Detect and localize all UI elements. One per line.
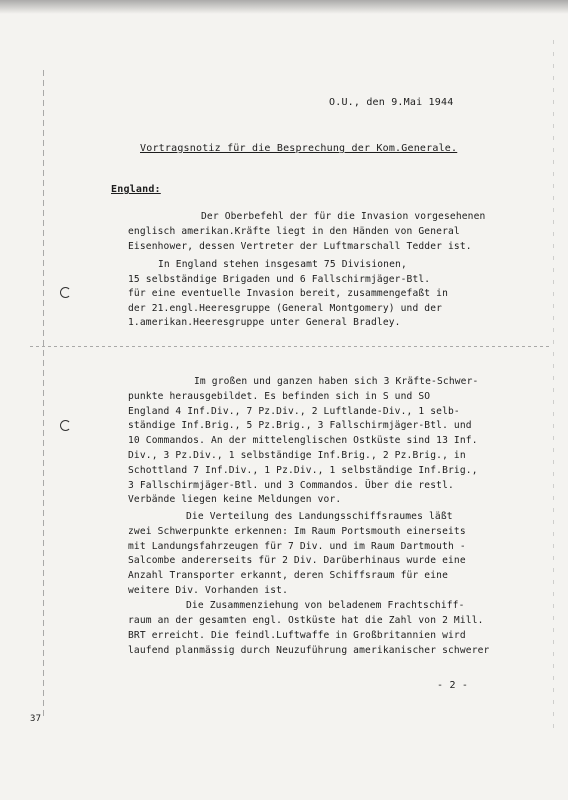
text-line: 15 selbständige Brigaden und 6 Fallschirmjäger-Btl. (128, 273, 431, 285)
section-heading: England: (111, 184, 161, 195)
text-line: laufend planmässig durch Neuzuführung amerikanischer schwerer (128, 645, 490, 656)
paragraph-3 (128, 377, 478, 510)
text-line: Die Zusammenziehung von beladenem Frachtschiff- (186, 600, 465, 611)
document-title: Vortragsnotiz für die Besprechung der Kom.Generale. (140, 143, 458, 154)
text-line: Anzahl Transporter erkannt, deren Schiffsraum für eine (128, 570, 448, 582)
paragraph-2 (128, 260, 448, 333)
paragraph-1 (128, 212, 485, 257)
text-line: BRT erreicht. Die feindl.Luftwaffe in Großbritannien wird (128, 630, 466, 641)
margin-marker: 37 (30, 714, 42, 724)
text-line: 1.amerikan.Heeresgruppe unter General Bradley. (128, 317, 401, 328)
text-line: Verbände liegen keine Meldungen vor. (128, 494, 342, 506)
text-line: der 21.engl.Heeresgruppe (General Montgomery) und der (128, 302, 443, 314)
text-line: ständige Inf.Brig., 5 Pz.Brig., 3 Fallschirmjäger-Btl. und (128, 420, 472, 432)
scan-top-edge (0, 0, 568, 14)
punch-hole-icon (60, 420, 71, 431)
text-line: In England stehen insgesamt 75 Divisionen, (158, 259, 407, 270)
right-margin-line (553, 40, 554, 730)
text-line: Der Oberbefehl der für die Invasion vorgesehenen (201, 211, 486, 222)
text-line: für eine eventuelle Invasion bereit, zusammengefaßt in (128, 288, 448, 299)
page-number: - 2 - (437, 680, 469, 691)
binding-margin-line (43, 70, 44, 720)
punch-hole-icon (60, 287, 71, 298)
text-line: Salcombe andererseits für 2 Div. Darüberhinaus wurde eine (128, 555, 466, 567)
fold-line (30, 346, 550, 347)
text-line: England 4 Inf.Div., 7 Pz.Div., 2 Luftlande-Div., 1 selb- (128, 405, 460, 417)
text-line: Im großen und ganzen haben sich 3 Kräfte-Schwer- (194, 376, 479, 387)
paragraph-5 (128, 601, 489, 661)
text-line: weitere Div. Vorhanden ist. (128, 584, 288, 596)
date-line: O.U., den 9.Mai 1944 (329, 97, 454, 108)
text-line: Eisenhower, dessen Vertreter der Luftmarschall Tedder ist. (128, 241, 472, 252)
text-line: Die Verteilung des Landungsschiffsraumes läßt (186, 511, 453, 522)
text-line: mit Landungsfahrzeugen für 7 Div. und im Raum Dartmouth - (128, 540, 466, 552)
paragraph-4 (128, 512, 466, 601)
text-line: Div., 3 Pz.Div., 1 selbständige Inf.Brig., 2 Pz.Brig., in (128, 449, 466, 461)
text-line: 10 Commandos. An der mittelenglischen Ostküste sind 13 Inf. (128, 435, 478, 447)
text-line: Schottland 7 Inf.Div., 1 Pz.Div., 1 selbständige Inf.Brig., (128, 464, 478, 476)
text-line: punkte herausgebildet. Es befinden sich in S und SO (128, 390, 431, 402)
text-line: 3 Fallschirmjäger-Btl. und 3 Commandos. Über die restl. (128, 479, 454, 491)
text-line: raum an der gesamten engl. Ostküste hat die Zahl von 2 Mill. (128, 615, 484, 626)
text-line: englisch amerikan.Kräfte liegt in den Händen von General (128, 226, 460, 237)
text-line: zwei Schwerpunkte erkennen: Im Raum Portsmouth einerseits (128, 525, 466, 537)
